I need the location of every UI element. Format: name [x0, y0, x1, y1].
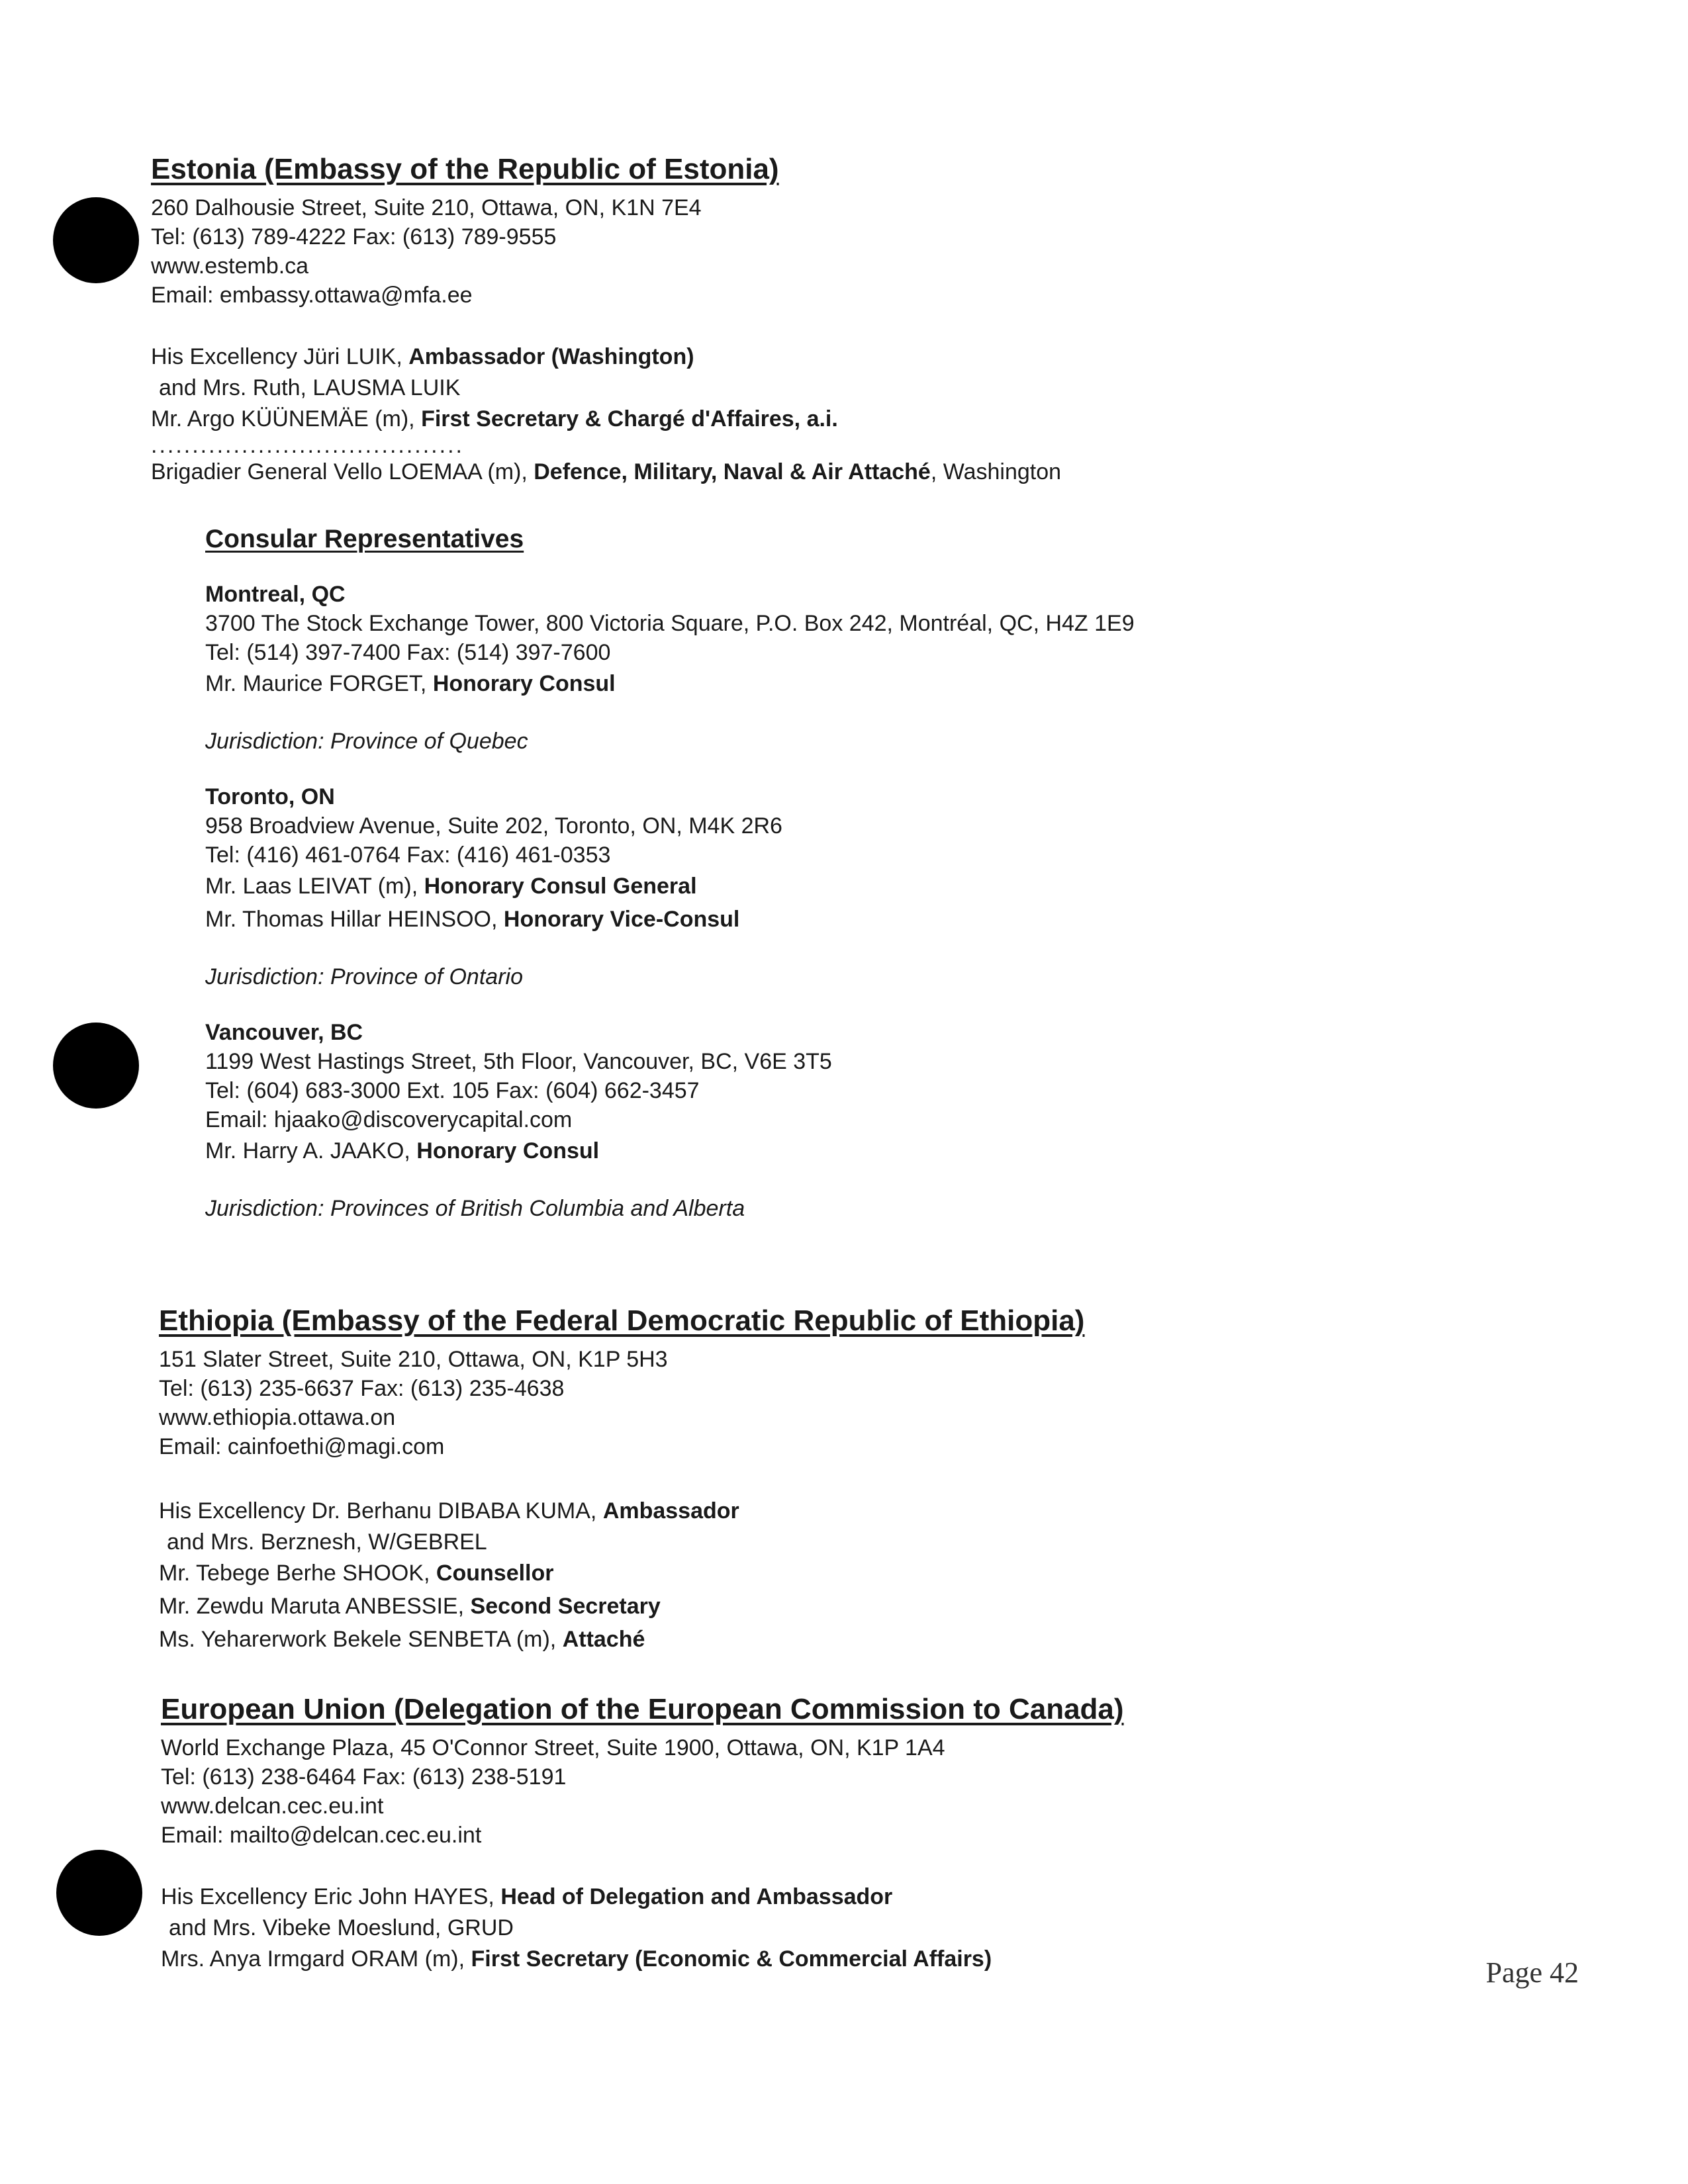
- estonia-ambassador-spouse: and Mrs. Ruth, LAUSMA LUIK: [159, 375, 461, 400]
- person-name: Mr. Zewdu Maruta ANBESSIE,: [159, 1594, 471, 1619]
- vancouver-jurisdiction: Jurisdiction: Provinces of British Columbia and Alberta: [205, 1196, 745, 1221]
- estonia-heading: Estonia (Embassy of the Republic of Estonia): [151, 153, 779, 185]
- ethiopia-tel-fax: Tel: (613) 235-6637 Fax: (613) 235-4638: [159, 1376, 565, 1401]
- ethiopia-ambassador: [159, 1494, 1084, 1527]
- consular-section: [205, 523, 1135, 1223]
- montreal-address: 3700 The Stock Exchange Tower, 800 Victoria Square, P.O. Box 242, Montréal, QC, H4Z 1E9: [205, 611, 1135, 636]
- page-number: Page 42: [1485, 1956, 1579, 1989]
- ethiopia-address: 151 Slater Street, Suite 210, Ottawa, ON, K1P 5H3: [159, 1347, 668, 1372]
- person-name: Mr. Thomas Hillar HEINSOO,: [205, 907, 504, 932]
- eu-first-secretary: [161, 1942, 1124, 1976]
- vancouver-tel-fax: Tel: (604) 683-3000 Ext. 105 Fax: (604) 662-3457: [205, 1078, 700, 1103]
- montreal-consul: [205, 667, 1135, 700]
- person-title: First Secretary & Chargé d'Affaires, a.i.: [421, 406, 838, 432]
- person-title: Honorary Consul: [432, 671, 616, 696]
- toronto-jurisdiction: Jurisdiction: Province of Ontario: [205, 964, 523, 989]
- ethiopia-website[interactable]: www.ethiopia.ottawa.on: [159, 1405, 396, 1430]
- estonia-email[interactable]: Email: embassy.ottawa@mfa.ee: [151, 283, 473, 308]
- vancouver-address: 1199 West Hastings Street, 5th Floor, Vancouver, BC, V6E 3T5: [205, 1049, 832, 1074]
- ethiopia-counsellor: [159, 1557, 1084, 1590]
- person-title: Honorary Vice-Consul: [503, 907, 740, 932]
- estonia-tel-fax: Tel: (613) 789-4222 Fax: (613) 789-9555: [151, 224, 557, 250]
- person-name: His Excellency Eric John HAYES,: [161, 1884, 501, 1909]
- person-title: Attaché: [562, 1627, 645, 1652]
- person-name: Mr. Harry A. JAAKO,: [205, 1138, 417, 1163]
- person-location: , Washington: [930, 459, 1062, 484]
- toronto-vice-consul: [205, 903, 1135, 936]
- vancouver-email[interactable]: Email: hjaako@discoverycapital.com: [205, 1107, 573, 1132]
- dotted-separator: ......................................: [151, 433, 464, 458]
- ethiopia-second-secretary: [159, 1590, 1084, 1623]
- ethiopia-heading: Ethiopia (Embassy of the Federal Democratic Republic of Ethiopia): [159, 1304, 1085, 1337]
- person-name: Brigadier General Vello LOEMAA (m),: [151, 459, 534, 484]
- estonia-section: [151, 151, 1061, 488]
- vancouver-city: Vancouver, BC: [205, 1020, 363, 1045]
- eu-heading: European Union (Delegation of the European Commission to Canada): [161, 1693, 1124, 1725]
- estonia-first-secretary: [151, 402, 1061, 435]
- punch-hole-middle: [53, 1023, 139, 1109]
- person-title: Counsellor: [436, 1561, 554, 1586]
- person-name: Mr. Tebege Berhe SHOOK,: [159, 1561, 436, 1586]
- toronto-tel-fax: Tel: (416) 461-0764 Fax: (416) 461-0353: [205, 842, 611, 868]
- estonia-website[interactable]: www.estemb.ca: [151, 253, 309, 279]
- eu-section: [161, 1691, 1124, 1976]
- person-title: Ambassador: [602, 1498, 739, 1524]
- person-name: Ms. Yeharerwork Bekele SENBETA (m),: [159, 1627, 563, 1652]
- punch-hole-bottom: [56, 1850, 142, 1936]
- eu-tel-fax: Tel: (613) 238-6464 Fax: (613) 238-5191: [161, 1764, 567, 1790]
- estonia-ambassador: [151, 340, 1061, 373]
- person-name: Mr. Maurice FORGET,: [205, 671, 433, 696]
- person-name: Mr. Argo KÜÜNEMÄE (m),: [151, 406, 422, 432]
- montreal-tel-fax: Tel: (514) 397-7400 Fax: (514) 397-7600: [205, 640, 611, 665]
- person-title: Head of Delegation and Ambassador: [500, 1884, 893, 1909]
- punch-hole-top: [53, 197, 139, 283]
- ethiopia-ambassador-spouse: and Mrs. Berznesh, W/GEBREL: [167, 1529, 487, 1555]
- estonia-defence-attache: [151, 455, 1061, 488]
- person-title: First Secretary (Economic & Commercial Affairs): [471, 1946, 992, 1972]
- person-name: His Excellency Dr. Berhanu DIBABA KUMA,: [159, 1498, 603, 1524]
- consular-heading: Consular Representatives: [205, 525, 524, 553]
- person-name: Mr. Laas LEIVAT (m),: [205, 874, 424, 899]
- person-title: Honorary Consul: [416, 1138, 600, 1163]
- person-name: Mrs. Anya Irmgard ORAM (m),: [161, 1946, 471, 1972]
- toronto-consul-general: [205, 870, 1135, 903]
- eu-head-spouse: and Mrs. Vibeke Moeslund, GRUD: [169, 1915, 514, 1940]
- ethiopia-attache: [159, 1623, 1084, 1656]
- eu-address: World Exchange Plaza, 45 O'Connor Street, Suite 1900, Ottawa, ON, K1P 1A4: [161, 1735, 945, 1760]
- person-name: His Excellency Jüri LUIK,: [151, 344, 409, 369]
- person-title: Second Secretary: [470, 1594, 661, 1619]
- eu-head-of-delegation: [161, 1880, 1124, 1913]
- estonia-address: 260 Dalhousie Street, Suite 210, Ottawa, ON, K1N 7E4: [151, 195, 702, 220]
- person-title: Honorary Consul General: [424, 874, 697, 899]
- vancouver-consul: [205, 1134, 1135, 1167]
- ethiopia-section: [159, 1302, 1084, 1656]
- montreal-city: Montreal, QC: [205, 582, 346, 607]
- montreal-jurisdiction: Jurisdiction: Province of Quebec: [205, 729, 528, 754]
- ethiopia-email[interactable]: Email: cainfoethi@magi.com: [159, 1434, 445, 1459]
- toronto-address: 958 Broadview Avenue, Suite 202, Toronto, ON, M4K 2R6: [205, 813, 782, 839]
- eu-email[interactable]: Email: mailto@delcan.cec.eu.int: [161, 1823, 482, 1848]
- person-title: Defence, Military, Naval & Air Attaché: [534, 459, 931, 484]
- eu-website[interactable]: www.delcan.cec.eu.int: [161, 1794, 384, 1819]
- toronto-city: Toronto, ON: [205, 784, 335, 809]
- person-title: Ambassador (Washington): [408, 344, 694, 369]
